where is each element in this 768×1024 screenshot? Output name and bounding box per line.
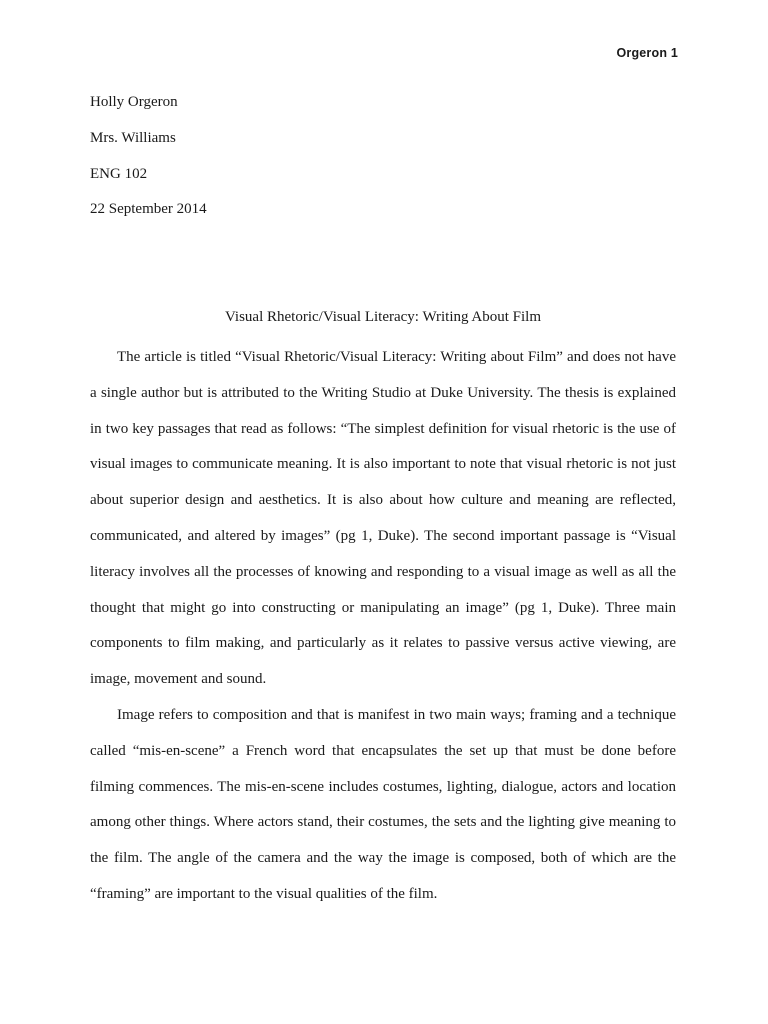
course-name: ENG 102 [90,165,148,182]
body-paragraph-2: Image refers to composition and that is manifest in two main ways; framing and a technique called “mis-en-scene” a French word that encapsulates the set up that must be done before filming commences. The mis-en-scene includes costumes, lighting, dialogue, actors and location among other things. Where actors stand, their costumes, the sets and the lighting give meaning to the film. The angle of the camera and the way the image is composed, both of which are the “framing” are important to the visual qualities of the film. [90,706,676,902]
date: 22 September 2014 [90,201,207,218]
instructor-name: Mrs. Williams [90,129,176,146]
running-header: Orgeron 1 [616,46,678,60]
essay-body [90,340,676,913]
mla-heading [90,91,680,234]
author-name: Holly Orgeron [90,94,178,110]
body-paragraph-1: The article is titled “Visual Rhetoric/Visual Literacy: Writing about Film” and does not have a single author but is attributed to the Writing Studio at Duke University. The thesis is explained in two key passages that read as follows: “The simplest definition for visual rhetoric is the use of visual images to communicate meaning. It is also important to note that visual rhetoric is not just about superior design and aesthetics. It is also about how culture and meaning are reflected, communicated, and altered by images” (pg 1, Duke). The second important passage is “Visual literacy involves all the processes of knowing and responding to a visual image as well as all the thought that might go into constructing or manipulating an image” (pg 1, Duke). Three main components to film making, and particularly as it relates to passive versus active viewing, are image, movement and sound. [90,349,676,688]
essay-title: Visual Rhetoric/Visual Literacy: Writing About Film [224,309,542,325]
